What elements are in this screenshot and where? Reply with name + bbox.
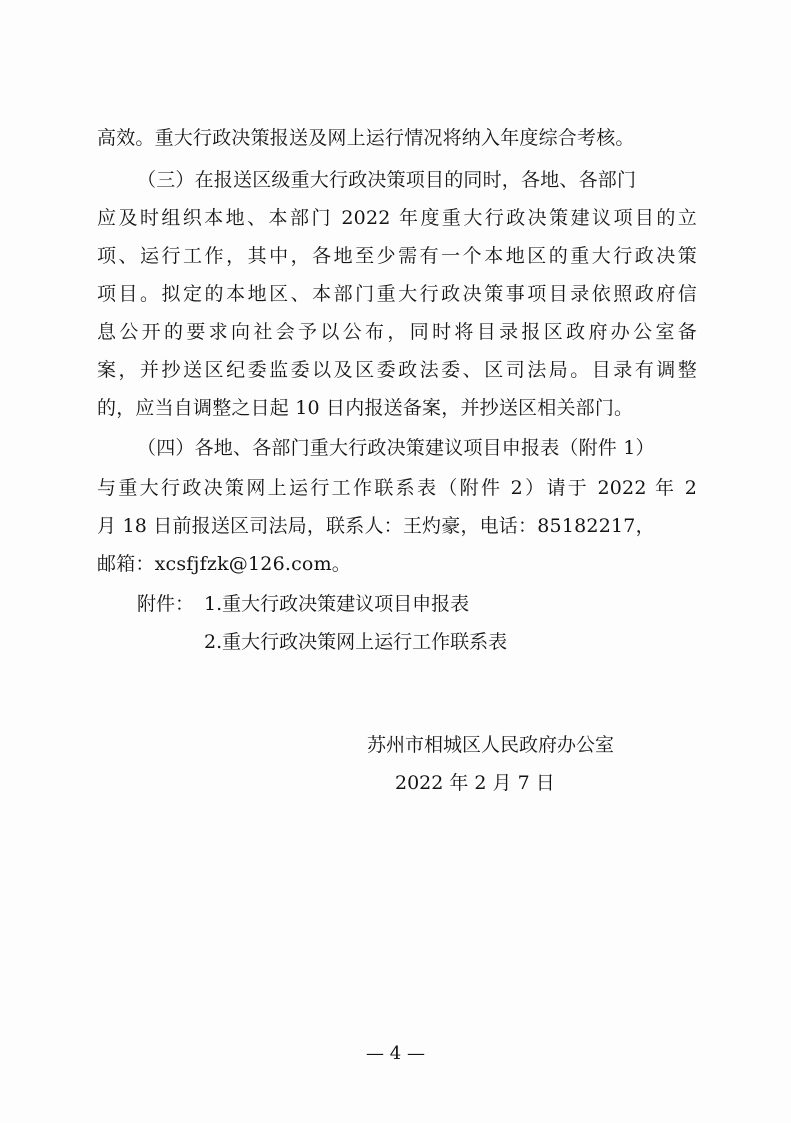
body-line-8: 的，应当自调整之日起 10 日内报送备案，并抄送区相关部门。: [97, 397, 634, 419]
body-line-4: 项、运行工作，其中，各地至少需有一个本地区的重大行政决策: [97, 245, 697, 267]
body-line-1: 高效。重大行政决策报送及网上运行情况将纳入年度综合考核。: [97, 127, 635, 149]
body-line-5: 项目。拟定的本地区、本部门重大行政决策事项目录依照政府信: [97, 283, 697, 305]
signature-date: 2022 年 2 月 7 日: [395, 772, 555, 794]
body-line-9: （四）各地、各部门重大行政决策建议项目申报表（附件 1）: [137, 437, 655, 459]
attachments-label: 附件：: [137, 593, 195, 615]
page-number: — 4 —: [366, 1043, 425, 1064]
body-line-2: （三）在报送区级重大行政决策项目的同时，各地、各部门: [137, 169, 637, 191]
signature-organization: 苏州市相城区人民政府办公室: [367, 734, 615, 756]
body-line-6: 息公开的要求向社会予以公布，同时将目录报区政府办公室备: [97, 321, 697, 343]
attachment-item-2: 2.重大行政决策网上运行工作联系表: [204, 631, 508, 653]
body-line-10: 与重大行政决策网上运行工作联系表（附件 2）请于 2022 年 2: [97, 477, 697, 499]
attachment-item-1: 1.重大行政决策建议项目申报表: [204, 593, 470, 615]
body-line-3: 应及时组织本地、本部门 2022 年度重大行政决策建议项目的立: [97, 207, 697, 229]
body-line-12: 邮箱：xcsfjfzk@126.com。: [97, 553, 351, 575]
body-line-7: 案，并抄送区纪委监委以及区委政法委、区司法局。目录有调整: [97, 359, 697, 381]
body-line-11: 月 18 日前报送区司法局，联系人：王灼豪，电话：85182217，: [97, 515, 655, 537]
